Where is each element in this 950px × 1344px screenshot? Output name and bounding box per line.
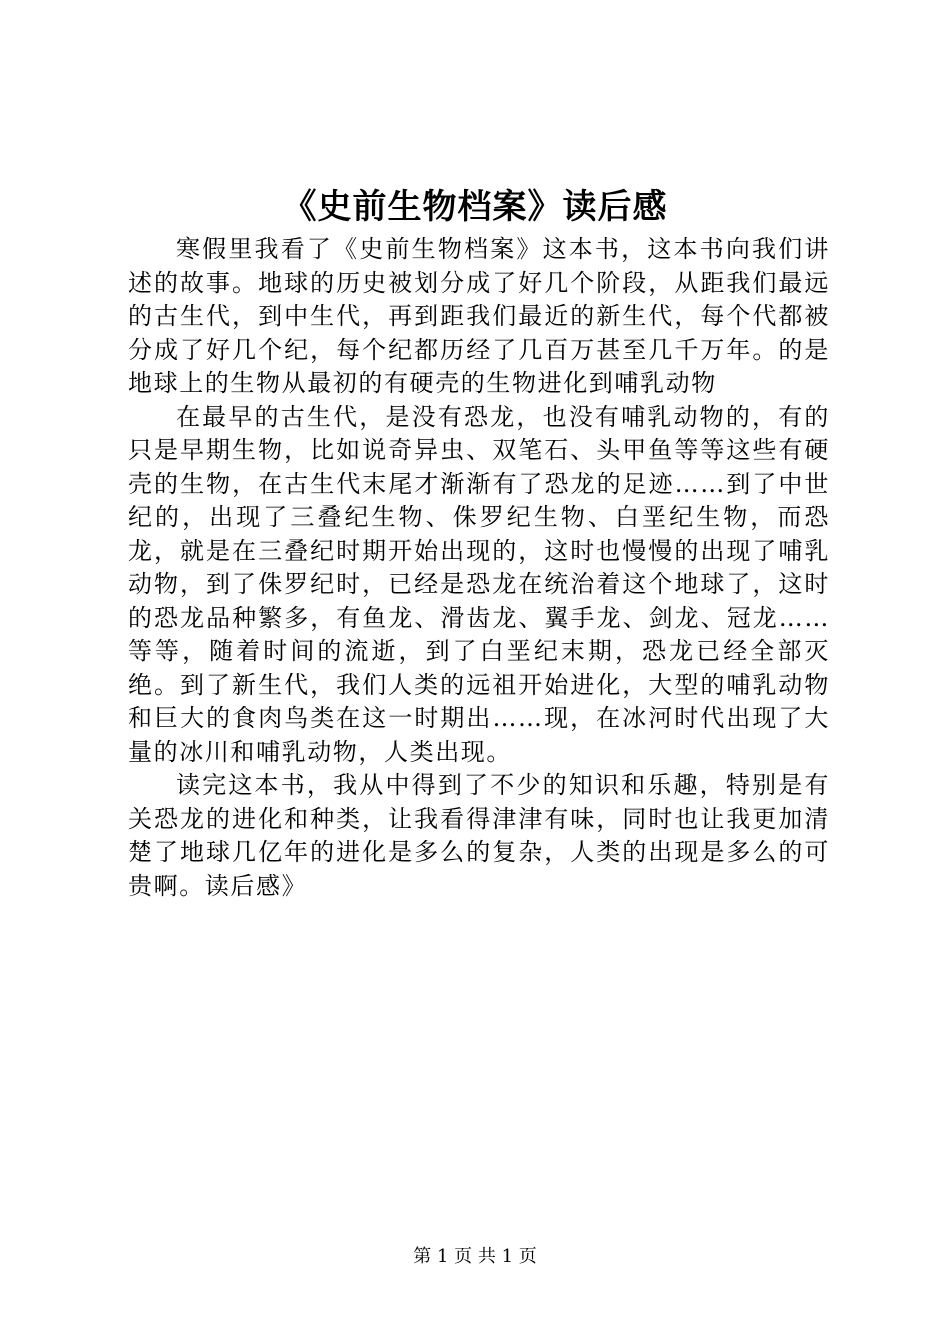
document-title: 《史前生物档案》读后感 [282, 187, 668, 227]
body-paragraph-3: 读完这本书，我从中得到了不少的知识和乐趣，特别是有关恐龙的进化和种类，让我看得津津有味，同时也让我更加清楚了地球几亿年的进化是多么的复杂，人类的出现是多么的可贵啊。读后感》 [128, 771, 830, 900]
body-paragraph-1: 寒假里我看了《史前生物档案》这本书，这本书向我们讲述的故事。地球的历史被划分成了好几个阶段，从距我们最远的古生代，到中生代，再到距我们最近的新生代，每个代都被分成了好几个纪，每个纪都历经了几百万甚至几千万年。的是地球上的生物从最初的有硬壳的生物进化到哺乳动物 [128, 235, 830, 397]
page-number-footer: 第 1 页 共 1 页 [413, 1246, 537, 1267]
document-body [128, 233, 830, 903]
body-paragraph-2: 在最早的古生代，是没有恐龙，也没有哺乳动物的，有的只是早期生物，比如说奇异虫、双笔石、头甲鱼等等这些有硬壳的生物，在古生代末尾才渐渐有了恐龙的足迹……到了中世纪的，出现了三叠纪生物、侏罗纪生物、白垩纪生物，而恐龙，就是在三叠纪时期开始出现的，这时也慢慢的出现了哺乳动物，到了侏罗纪时，已经是恐龙在统治着这个地球了，这时的恐龙品种繁多，有鱼龙、滑齿龙、翼手龙、剑龙、冠龙……等等，随着时间的流逝，到了白垩纪末期，恐龙已经全部灭绝。到了新生代，我们人类的远祖开始进化，大型的哺乳动物和巨大的食肉鸟类在这一时期出……现，在冰河时代出现了大量的冰川和哺乳动物，人类出现。 [128, 402, 830, 766]
